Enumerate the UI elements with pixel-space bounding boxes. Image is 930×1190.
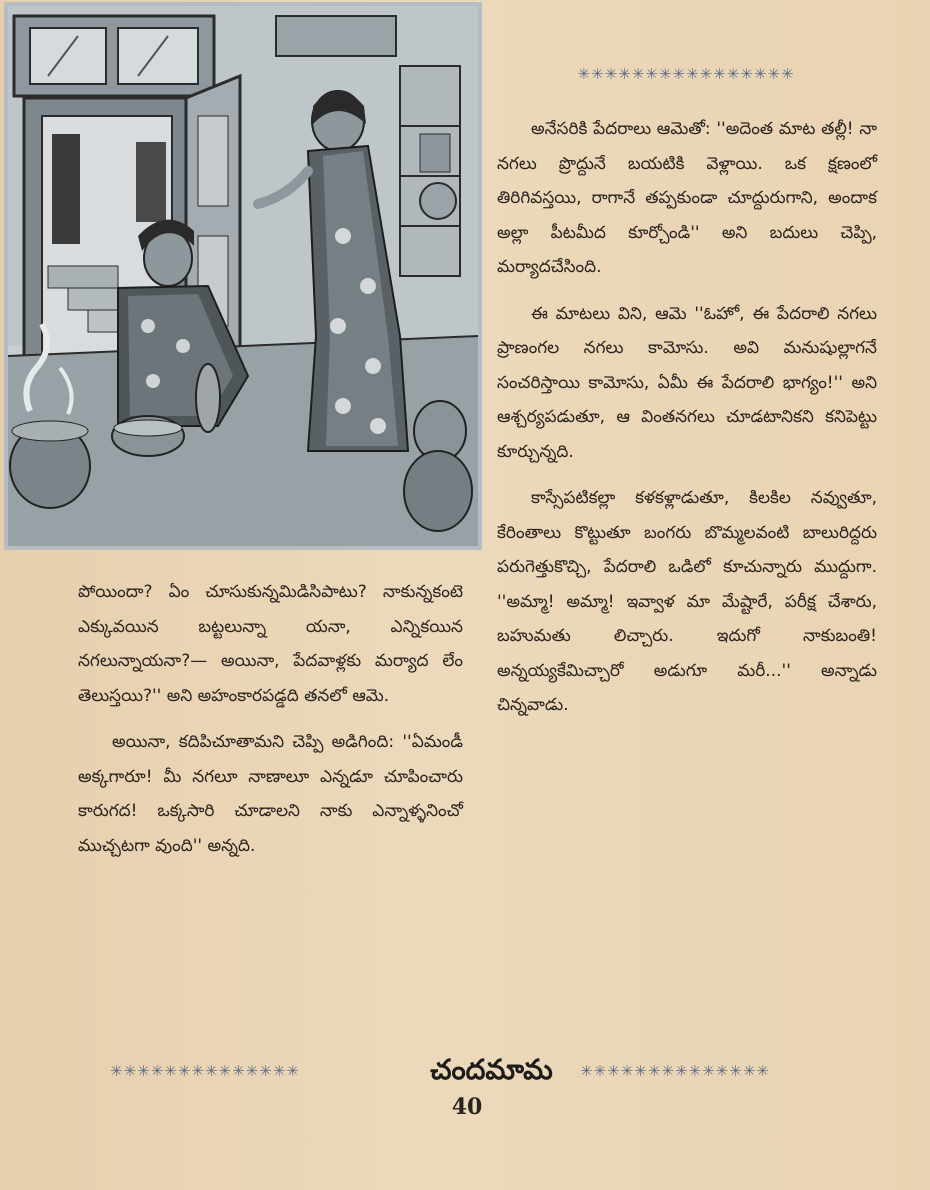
page-number: 40 [451,1094,483,1120]
text-column-left [78,575,463,863]
paragraph: కాస్సేపటికల్లా కళకళ్లాడుతూ, కిలకిల నవ్వుతూ, కేరింతాలు కొట్టుతూ బంగరు బొమ్మలవంటి బాలురిద్దరు పరుగెత్తుకొచ్చి, పేదరాలి ఒడిలో కూచున్నారు ముద్దుగా. ''అమ్మా! అమ్మా! ఇవ్వాళ మా మేష్టారే, పరీక్ష చేశారు, బహుమతు లిచ్చారు. ఇదుగో నాకుబంతి! అన్నయ్యకేమిచ్చారో అడుగూ మరీ...'' అన్నాడు చిన్నవాడు. [497,488,877,715]
paragraph: పోయిందా? ఏం చూసుకున్నమిడిసిపాటు? నాకున్నకంటె ఎక్కువయిన బట్టలున్నా యనా, ఎన్నికయిన నగలున్నాయనా?— అయినా, పేదవాళ్లకు మర్యాద లేం తెలుస్తయి?'' అని అహంకారపడ్డది తనలో ఆమె. [78,582,463,706]
magazine-title: చందమామ [430,1053,553,1086]
paragraph: ఈ మాటలు విని, ఆమె ''ఓహో, ఈ పేదరాలి నగలు ప్రాణంగల నగలు కామోసు. అవి మనుషుల్లాగనే సంచరిస్తాయి కామోసు, ఏమీ ఈ పేదరాలి భాగ్యం!'' అని ఆశ్చర్యపడుతూ, ఆ వింతనగలు చూడటానికని కనిపెట్టు కూర్చున్నది. [497,303,877,462]
ornament-border-left: ✳✳✳✳✳✳✳✳✳✳✳✳✳✳ [110,1063,300,1079]
story-illustration [4,2,482,550]
text-column-right [497,112,877,723]
paragraph: అనేసరికి పేదరాలు ఆమెతో: ''అదెంత మాట తల్లీ! నా నగలు ప్రొద్దునే బయటికి వెళ్లాయి. ఒక క్షణంలో తిరిగివస్తయి, రాగానే తప్పకుండా చూద్దురుగాని, అందాక అల్లా పీటమీద కూర్చోండి'' అని బదులు చెప్పి, మర్యాదచేసింది. [497,119,877,277]
ornament-border-top: ✳✳✳✳✳✳✳✳✳✳✳✳✳✳✳✳ [577,66,795,82]
ornament-border-right: ✳✳✳✳✳✳✳✳✳✳✳✳✳✳ [580,1063,770,1079]
illustration-two-women-in-house [8,6,478,546]
paragraph: అయినా, కదిపిచూతామని చెప్పి అడిగింది: ''ఏమండీ అక్కగారూ! మీ నగలూ నాణాలూ ఎన్నడూ చూపించారు కారుగద! ఒక్కసారి చూడాలని నాకు ఎన్నాళ్ళనించో ముచ్చటగా వుంది'' అన్నది. [78,732,463,856]
